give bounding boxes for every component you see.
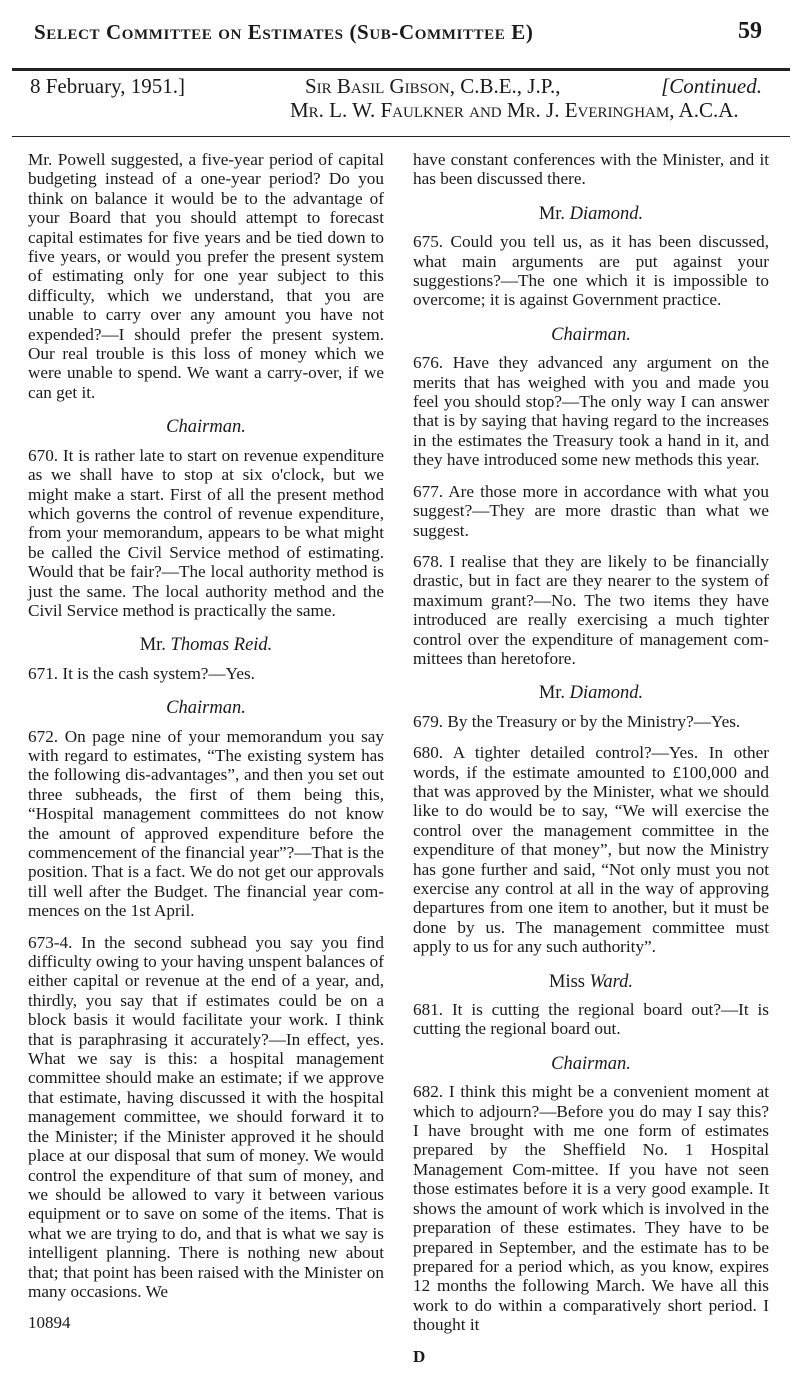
question-672: 672. On page nine of your memorandum you say with regard to estimates, “The existing system has the following dis-advantages”, and then you set out three subheads, the first of them being this, “Hospital management committees do not know the amount of approved expenditure before the commencement of the financial year”?—That is the position. That is a fact. We do not get our approvals till well after the Budget. The financial year com-mences on the 1st April. (28, 726, 385, 921)
question-676: 676. Have they advanced any argument on the merits that has weighed with you and made you feel you should stop?—The only way I can answer that is by saying that having regard to the increases in the estimates the Treasury took a hand in it, and they have introduced some new methods this year. (413, 353, 769, 470)
speaker-title: Mr. (139, 635, 166, 656)
page-header (20, 12, 780, 60)
speaker-heading (413, 205, 769, 224)
sitting-date: 8 February, 1951.] (30, 74, 185, 98)
speaker-title: Mr. (538, 683, 566, 704)
speaker-heading: Chairman. (166, 698, 246, 719)
paragraph-intro: Mr. Powell suggested, a five-year period of capital budgeting instead of a one-year period? Do you think on balance it would be to the advantage of your Board that you should attempt to forecast capital estimates for five years and be tied down to five years, or would you prefer the present system of estimating only for one year subject to this difficulty, which we understand, that you are unable to carry over any amount you have not expended?—I should prefer the present system. Our real trouble is this loss of money which we were unable to spend. We want a carry-over, if we can get it. (28, 150, 384, 402)
witness-rule (12, 136, 790, 137)
speaker-heading: Chairman. (551, 1053, 631, 1074)
speaker-heading: Chairman. (166, 417, 246, 438)
question-677: 677. Are those more in accordance with what you suggest?—They are more drastic than what we suggest. (413, 481, 769, 540)
page-number: 59 (738, 18, 762, 44)
speaker-name: Ward. (589, 971, 633, 992)
question-670: 670. It is rather late to start on revenue expenditure as we shall have to stop at six o'clock, but we might make a start. First of all the present method which governs the control of revenue expenditure, from your memorandum, appears to be what might be called the Civil Service method of estimating. Would that be fair?—The local authority method is just the same. The local authority method and the Civil Service method is practically the same. (28, 445, 384, 620)
print-signature: 10894 (28, 1313, 71, 1333)
speaker-name: Diamond. (569, 683, 644, 704)
witness-names-line2: Mr. L. W. Faulkner and Mr. J. Everingham, A.C.A. (290, 98, 739, 122)
question-682: 682. I think this might be a convenient moment at which to adjourn?—Before you do may I say this? I have brought with me one form of estimates prepared by the Sheffield No. 1 Hospital Management Com-mittee. If you have not seen those estimates before it is a very good example. It shows the amount of work which is involved in the preparation of these estimates. They have to be prepared in September, and the estimate has to be prepared for a period which, as you know, expires 12 months the following March. We have all this work to do within a comparatively short period. I thought it (413, 1082, 769, 1335)
speaker-heading (413, 684, 769, 703)
continued-marker: [Continued. (661, 74, 762, 98)
running-title: Select Committee on Estimates (Sub-Committee E) (34, 20, 534, 44)
question-671: 671. It is the cash system?—Yes. (28, 663, 255, 683)
question-680: 680. A tighter detailed control?—Yes. In other words, if the estimate amounted to £100,000 and that was approved by the Minister, what we should like to do would be to say, “We will exercise the control over the management committee in the expenditure of that money”, but now the Ministry has gone further and said, “Not only must you not exercise any control at all in the way of approving departures from one item to another, but it must be done by us. The management committee must apply to us for any such authority”. (413, 743, 769, 957)
question-679: 679. By the Treasury or by the Ministry?—Yes. (413, 711, 741, 731)
right-column (413, 150, 769, 1378)
speaker-name: Diamond. (569, 203, 644, 224)
speaker-heading (28, 636, 384, 655)
question-675: 675. Could you tell us, as it has been discussed, what main arguments are put against your suggestions?—The one which it is impossible to overcome; it is against Government practice. (413, 232, 769, 310)
speaker-title: Mr. (538, 203, 566, 224)
speaker-heading (413, 973, 769, 992)
witness-block (20, 74, 780, 130)
speaker-heading: Chairman. (551, 324, 631, 345)
speaker-title: Miss (549, 971, 585, 992)
question-678: 678. I realise that they are likely to be financially drastic, but in fact are they nearer to the system of maximum grant?—No. The two items they have introduced are really exercising a much tighter control over the expenditure of management com-mittees than heretofore. (413, 551, 769, 668)
left-column (28, 150, 384, 1345)
question-673-4: 673-4. In the second subhead you say you find difficulty owing to your having unspent balances of either capital or revenue at the end of a year, and, thirdly, you say that if estimates could be on a block basis it would facilitate your work. I think that is paraphrasing it accurately?—In effect, yes. What we say is this: a hospital management committee should make an estimate; if we approve that estimate, having discussed it with the hospital management committee, we should forward it to the Minister; if the Minister approved it he should place at our disposal that sum of money. We would control the expenditure of that sum of money, and we should be allowed to vary it between various equipment or to save on some of the items. That is what we are trying to do, and that is what we say is intelligent planning. There is nothing new about that; that point has been raised with the Minister on many occasions. We (28, 932, 384, 1301)
speaker-name: Thomas Reid. (170, 635, 273, 656)
witness-names-line1: Sir Basil Gibson, C.B.E., J.P., (305, 74, 561, 98)
paragraph-continued: have constant conferences with the Minister, and it has been discussed there. (413, 150, 769, 189)
question-681: 681. It is cutting the regional board out?—It is cutting the regional board out. (413, 1000, 769, 1039)
sheet-letter: D (413, 1346, 426, 1366)
header-rule (12, 68, 790, 71)
